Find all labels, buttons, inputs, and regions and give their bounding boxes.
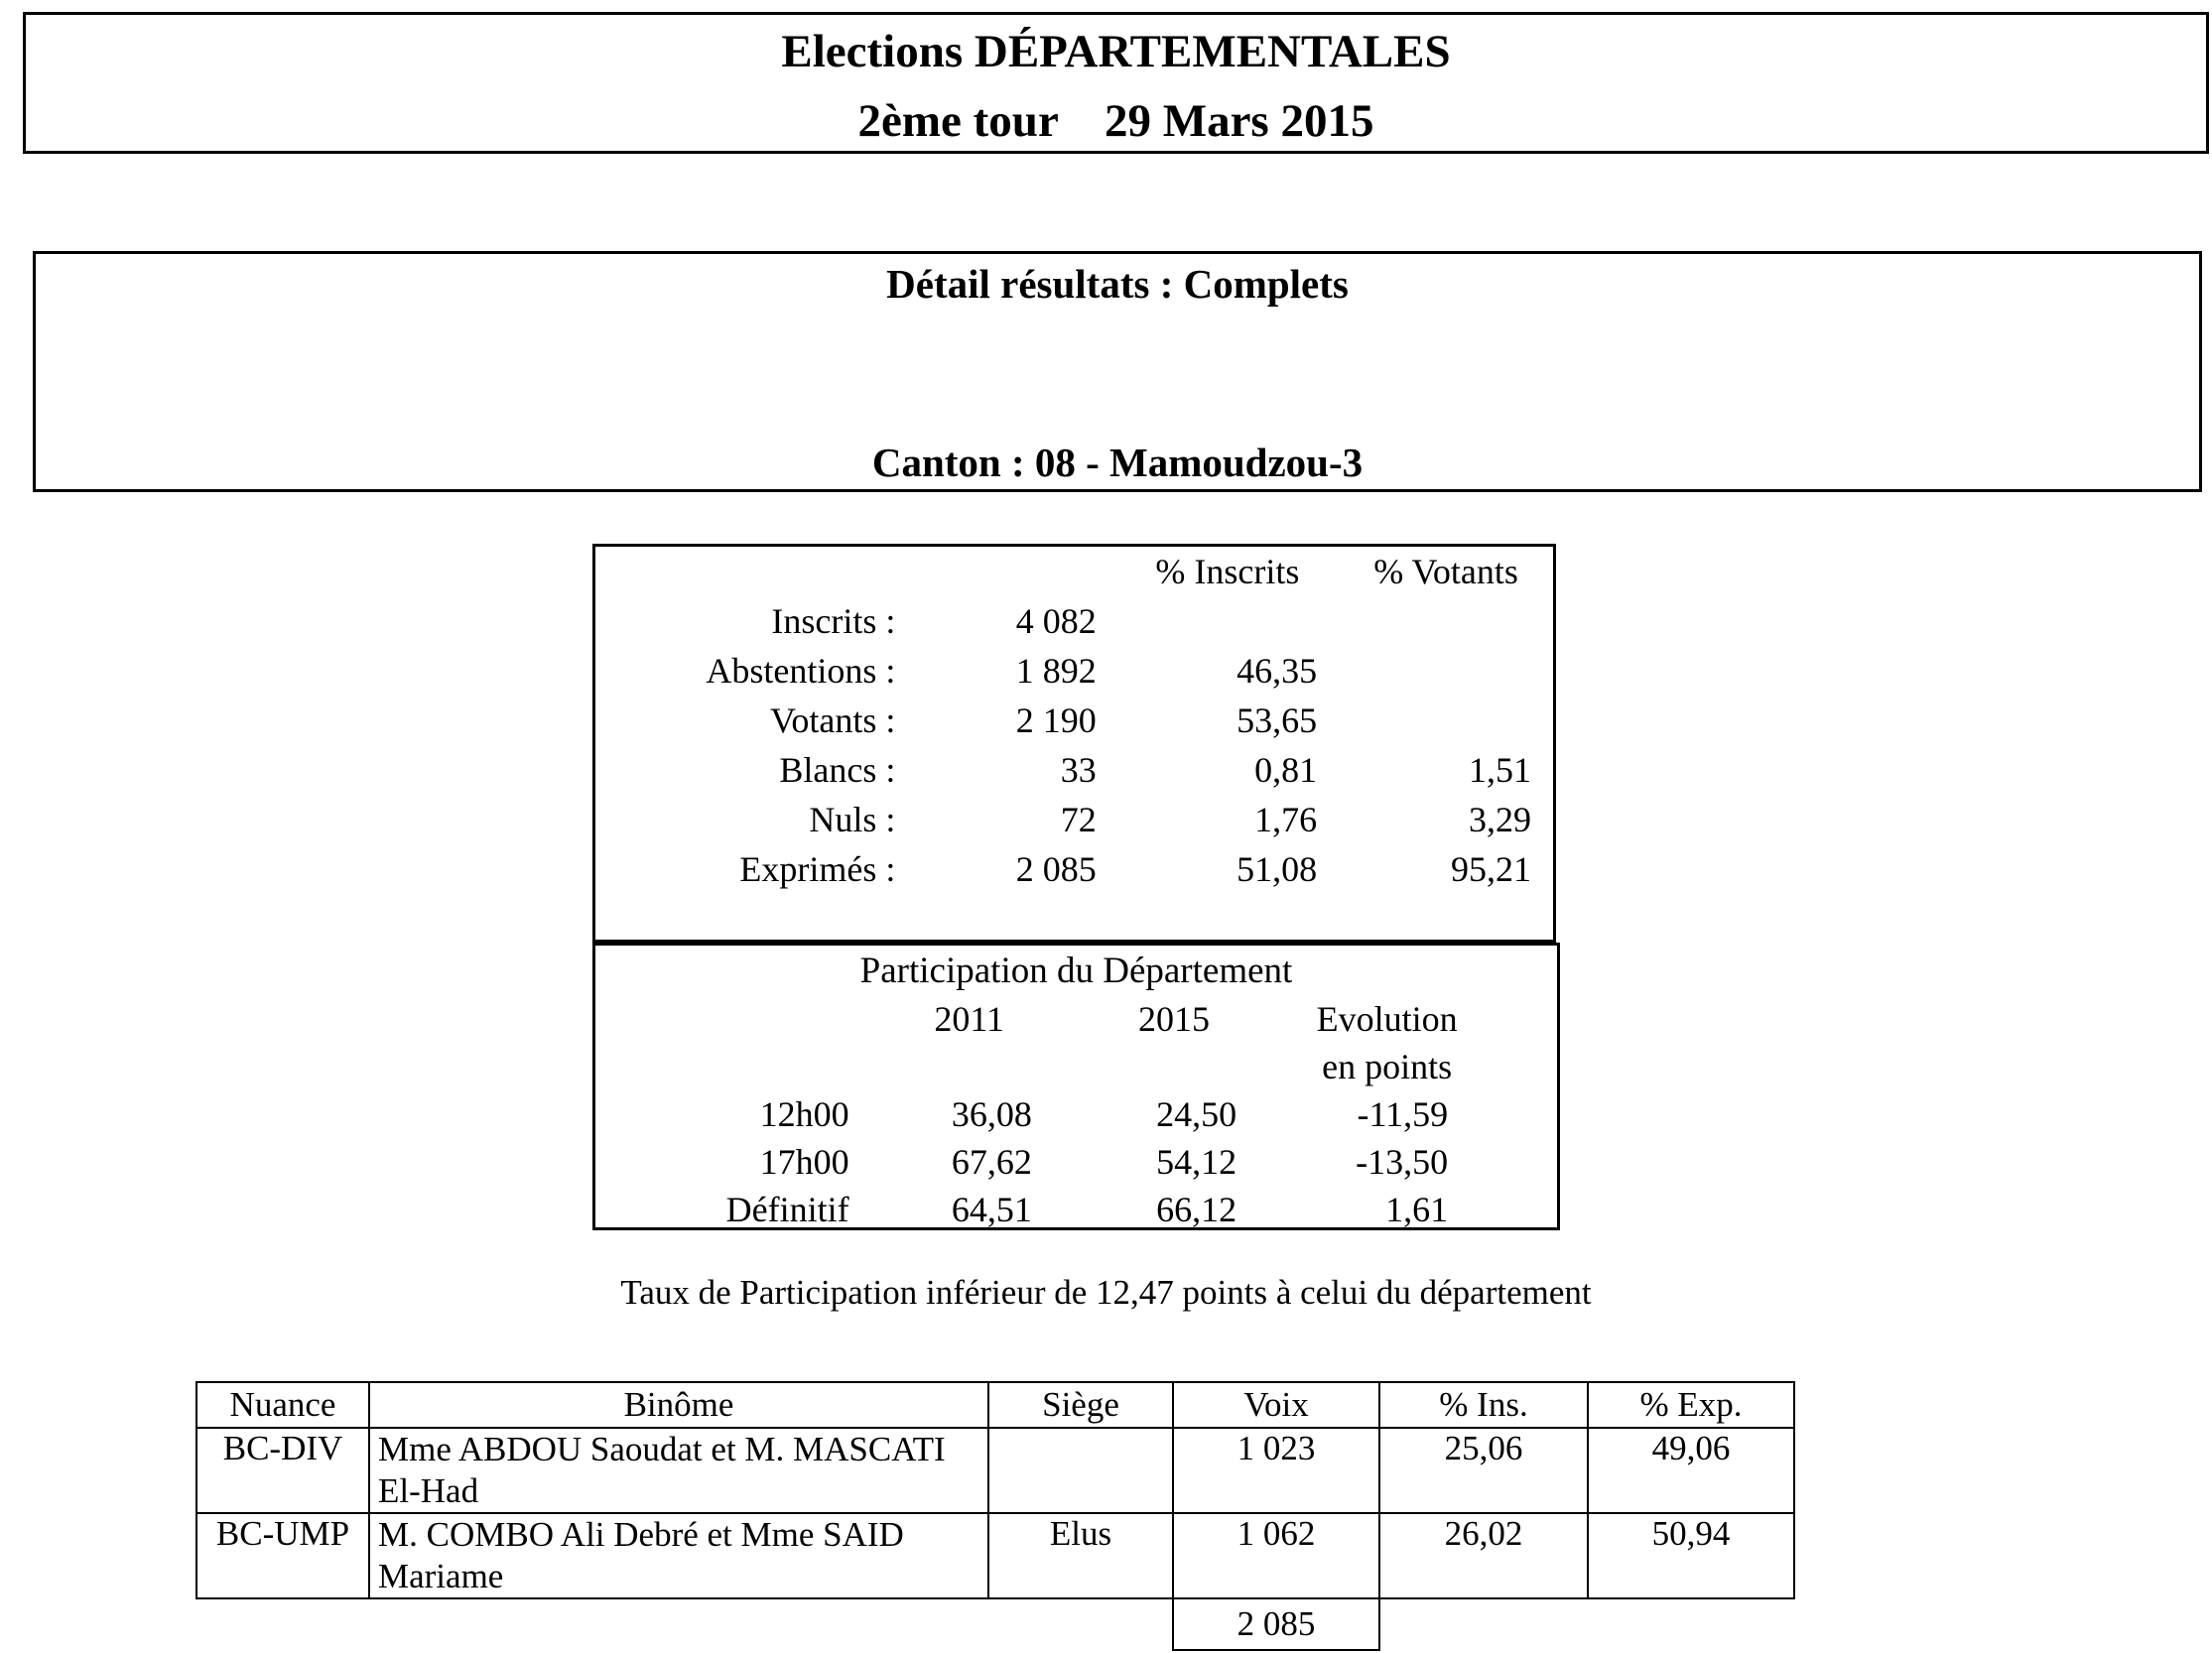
- row-2-pct-ins: 26,02: [1379, 1513, 1588, 1598]
- detail-spacer-2: [36, 373, 2199, 433]
- table-row: [595, 1186, 1557, 1233]
- participation-evolution-17h00: -13,50: [1356, 1142, 1449, 1182]
- participation-2015-12h00: 24,50: [1156, 1094, 1237, 1134]
- canton-label: Canton : 08 - Mamoudzou-3: [871, 440, 1364, 485]
- stats-pctins-exprimes: 51,08: [1236, 849, 1318, 889]
- table-row: [595, 795, 1553, 844]
- row-1-siege: [988, 1428, 1173, 1513]
- turnout-stats-box: [592, 544, 1556, 943]
- table-header-row: [595, 547, 1553, 596]
- total-voix: 2 085: [1173, 1598, 1379, 1650]
- participation-title: Participation du Département: [859, 950, 1293, 991]
- participation-header-2011: 2011: [934, 999, 1005, 1039]
- participation-header-evolution: Evolution: [1316, 999, 1458, 1039]
- participation-subheader-blank-2011: [867, 1043, 1072, 1090]
- turnout-stats-table: [595, 547, 1553, 894]
- detail-spacer-1: [36, 314, 2199, 373]
- participation-pad-17h00: [1497, 1138, 1557, 1186]
- stats-pctins-blancs: 0,81: [1254, 750, 1318, 790]
- table-header-row: [196, 1382, 1794, 1428]
- total-blank-pct-exp: [1588, 1598, 1794, 1650]
- row-1-binome: Mme ABDOU Saoudat et M. MASCATI El-Had: [369, 1428, 988, 1513]
- row-2-binome: M. COMBO Ali Debré et Mme SAID Mariame: [369, 1513, 988, 1598]
- participation-label-17h00: 17h00: [759, 1142, 849, 1182]
- table-row: [196, 1513, 1794, 1598]
- stats-header-pct-inscrits: % Inscrits: [1155, 552, 1300, 591]
- participation-evolution-12h00: -11,59: [1357, 1094, 1449, 1134]
- stats-pctins-nuls: 1,76: [1254, 800, 1318, 839]
- stats-header-blank: [595, 547, 905, 596]
- participation-header-blank: [595, 995, 867, 1043]
- stats-header-count: [905, 547, 1115, 596]
- candidate-results-table: [195, 1381, 1795, 1651]
- stats-header-pct-votants: % Votants: [1373, 552, 1518, 591]
- stats-count-blancs: 33: [1060, 750, 1097, 790]
- participation-2015-17h00: 54,12: [1156, 1142, 1237, 1182]
- stats-label-exprimes: Exprimés :: [739, 849, 896, 889]
- row-2-siege: Elus: [988, 1513, 1173, 1598]
- participation-2011-12h00: 36,08: [951, 1094, 1032, 1134]
- column-header-binome: Binôme: [369, 1382, 988, 1428]
- participation-2011-17h00: 67,62: [951, 1142, 1032, 1182]
- participation-2011-definitif: 64,51: [951, 1190, 1032, 1229]
- stats-pctvot-votants: [1339, 696, 1553, 745]
- row-1-voix: 1 023: [1173, 1428, 1379, 1513]
- participation-header-pad: [1497, 995, 1557, 1043]
- stats-label-blancs: Blancs :: [779, 750, 896, 790]
- stats-pctvot-inscrits: [1339, 596, 1553, 646]
- stats-pctvot-nuls: 3,29: [1469, 800, 1531, 839]
- column-header-pct-ins: % Ins.: [1379, 1382, 1588, 1428]
- column-header-nuance: Nuance: [196, 1382, 369, 1428]
- stats-label-nuls: Nuls :: [809, 800, 896, 839]
- participation-header-2015: 2015: [1137, 999, 1210, 1039]
- participation-subheader-pad: [1497, 1043, 1557, 1090]
- stats-count-votants: 2 190: [1015, 700, 1097, 740]
- stats-pctvot-exprimes: 95,21: [1451, 849, 1531, 889]
- total-blank-siege: [988, 1598, 1173, 1650]
- participation-label-definitif: Définitif: [725, 1190, 849, 1229]
- stats-count-nuls: 72: [1060, 800, 1097, 839]
- stats-pctins-abstentions: 46,35: [1236, 651, 1318, 691]
- total-blank-pct-ins: [1379, 1598, 1588, 1650]
- column-header-siege: Siège: [988, 1382, 1173, 1428]
- table-header-row: [595, 995, 1557, 1043]
- participation-pad-definitif: [1497, 1186, 1557, 1233]
- row-1-nuance: BC-DIV: [196, 1428, 369, 1513]
- total-blank-nuance: [196, 1598, 369, 1650]
- table-row: [595, 696, 1553, 745]
- participation-comparison-note: Taux de Participation inférieur de 12,47 points à celui du département: [620, 1273, 1592, 1312]
- stats-count-inscrits: 4 082: [1015, 601, 1097, 641]
- table-row: [595, 745, 1553, 795]
- stats-label-votants: Votants :: [769, 700, 896, 740]
- participation-subheader-blank-2015: [1072, 1043, 1276, 1090]
- table-row: [196, 1428, 1794, 1513]
- participation-label-12h00: 12h00: [759, 1094, 849, 1134]
- row-1-pct-ins: 25,06: [1379, 1428, 1588, 1513]
- detail-results-label: Détail résultats : Complets: [886, 261, 1349, 307]
- stats-pctvot-blancs: 1,51: [1469, 750, 1531, 790]
- column-header-pct-exp: % Exp.: [1588, 1382, 1794, 1428]
- participation-title-row: [595, 946, 1557, 995]
- stats-pctvot-abstentions: [1339, 646, 1553, 696]
- row-2-nuance: BC-UMP: [196, 1513, 369, 1598]
- table-row: [595, 1090, 1557, 1138]
- page-title-line-2: 2ème tour 29 Mars 2015: [857, 95, 1374, 147]
- table-header-row-2: [595, 1043, 1557, 1090]
- stats-count-abstentions: 1 892: [1015, 651, 1097, 691]
- detail-header-box: [33, 251, 2202, 492]
- page-title-line-1: Elections DÉPARTEMENTALES: [781, 26, 1451, 77]
- row-1-pct-exp: 49,06: [1588, 1428, 1794, 1513]
- stats-label-inscrits: Inscrits :: [771, 601, 896, 641]
- participation-subheader-unit: en points: [1322, 1047, 1453, 1086]
- stats-count-exprimes: 2 085: [1015, 849, 1097, 889]
- table-row: [595, 596, 1553, 646]
- document-title-box: [23, 12, 2209, 154]
- participation-subheader-blank: [595, 1043, 867, 1090]
- table-row: [595, 1138, 1557, 1186]
- results-table-wrapper: [195, 1381, 1795, 1651]
- department-participation-table: [595, 946, 1557, 1233]
- stats-label-abstentions: Abstentions :: [706, 651, 896, 691]
- table-row: [595, 646, 1553, 696]
- participation-evolution-definitif: 1,61: [1385, 1190, 1449, 1229]
- total-blank-binome: [369, 1598, 988, 1650]
- stats-pctins-votants: 53,65: [1236, 700, 1318, 740]
- table-total-row: [196, 1598, 1794, 1650]
- row-2-voix: 1 062: [1173, 1513, 1379, 1598]
- department-participation-box: [592, 943, 1560, 1230]
- stats-pctins-inscrits: [1116, 596, 1339, 646]
- participation-2015-definitif: 66,12: [1156, 1190, 1237, 1229]
- row-2-pct-exp: 50,94: [1588, 1513, 1794, 1598]
- column-header-voix: Voix: [1173, 1382, 1379, 1428]
- table-row: [595, 844, 1553, 894]
- participation-pad-12h00: [1497, 1090, 1557, 1138]
